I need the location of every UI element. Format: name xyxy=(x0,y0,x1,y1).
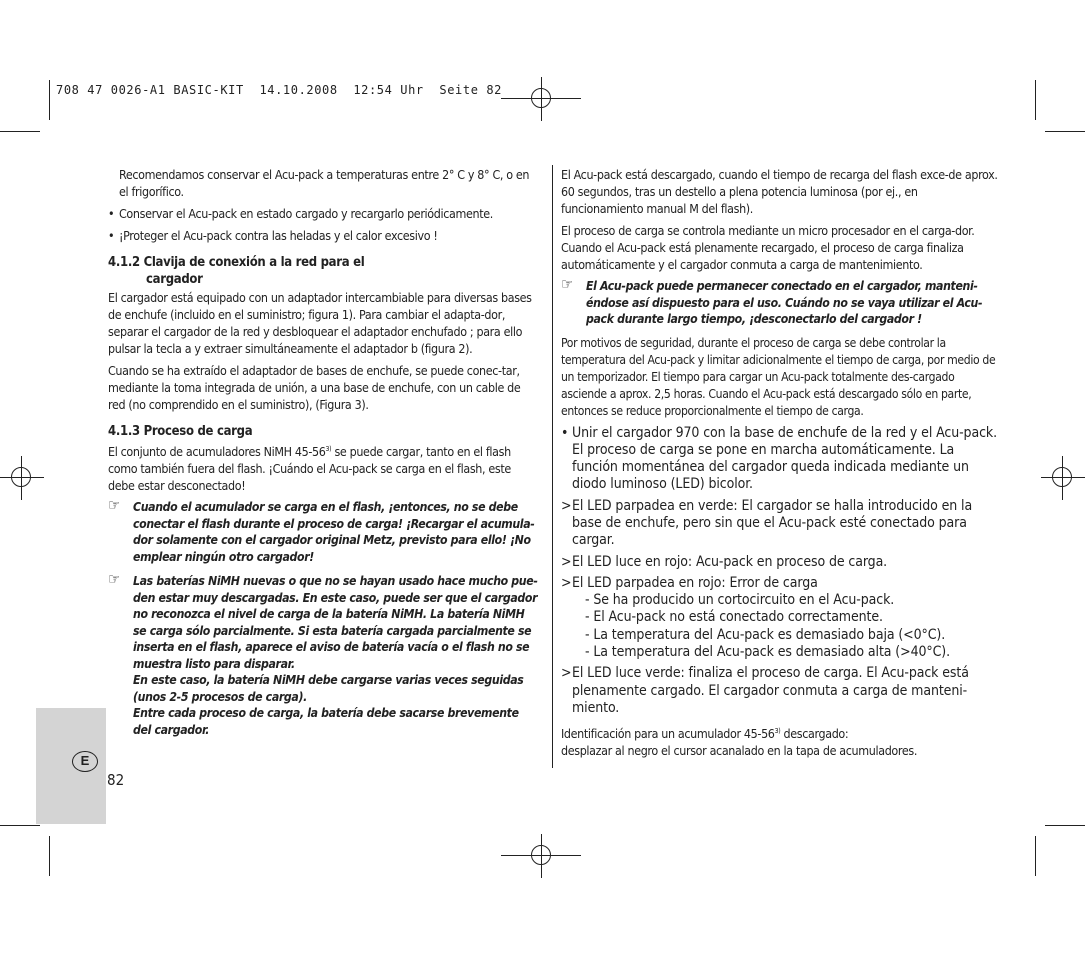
list-item xyxy=(561,575,1001,661)
right-column xyxy=(561,166,1001,759)
paragraph: Por motivos de seguridad, durante el proceso de carga se debe controlar la temperatura del Acu-pack y limitar adicionalmente el tiempo de carga, por medio de un temporizador. El tiempo para cargar un Acu-pack totalmente des-cargado asciende a aprox. 2,5 horas. Cuando el Acu-pack está descargado sólo en parte, entonces se reduce proporcionalmente el tiempo de carga. xyxy=(561,335,996,418)
arrow-icon: > xyxy=(561,665,572,682)
sub-list xyxy=(572,592,1001,661)
warning-note xyxy=(108,496,540,565)
paragraph xyxy=(561,723,1001,759)
pointing-hand-icon: ☞ xyxy=(108,496,120,514)
sub-list-item: - Se ha producido un cortocircuito en el Acu-pack. xyxy=(585,592,895,609)
registration-mark-right xyxy=(1041,456,1085,500)
list-item xyxy=(561,498,1001,550)
list-item xyxy=(108,205,540,222)
list-item-text: ¡Proteger el Acu-pack contra las heladas y el calor excesivo ! xyxy=(119,228,438,243)
section-heading-line: 4.1.2 Clavija de conexión a la red para el xyxy=(108,255,365,270)
pointing-hand-icon: ☞ xyxy=(108,570,120,588)
list-item-text: Unir el cargador 970 con la base de enchufe de la red y el Acu-pack. El proceso de carga se pone en marcha automáticamente. La función momentánea del cargador queda indicada mediante un diodo luminoso (LED) bicolor. xyxy=(572,424,997,493)
text-run: se puede cargar, tanto en el flash como también fuera del flash. ¡Cuándo el Acu-pack se carga en el flash, este debe estar desconectado! xyxy=(108,444,511,493)
paragraph xyxy=(108,441,540,494)
warning-note xyxy=(108,570,540,738)
paragraph: El Acu-pack está descargado, cuando el tiempo de recarga del flash exce-de aprox. 60 segundos, tras un destello a plena potencia luminosa (por ej., en funcionamiento manual M del flash). xyxy=(561,167,998,216)
list-item-text: El LED luce verde: finaliza el proceso de carga. El Acu-pack está plenamente cargado. El cargador conmuta a carga de manteni-miento. xyxy=(572,665,969,716)
registration-mark-bottom xyxy=(520,834,564,878)
list-item-text: El LED parpadea en verde: El cargador se halla introducido en la base de enchufe, pero sin que el Acu-pack esté conectado para cargar. xyxy=(572,497,973,549)
registration-mark-top xyxy=(520,77,564,121)
list-item xyxy=(561,425,1001,494)
footnote-ref: 3) xyxy=(774,727,781,736)
section-heading-4-1-3: 4.1.3 Proceso de carga xyxy=(108,424,253,439)
list-item xyxy=(108,227,540,244)
list-item xyxy=(561,554,1001,571)
text-run: descargado: xyxy=(780,726,849,742)
warning-text: Cuando el acumulador se carga en el flash, ¡entonces, no se debe conectar el flash durante el proceso de carga! ¡Recargar el acumula-dor solamente con el cargador original Metz, previsto para ello! ¡No emplear ningún otro cargador! xyxy=(133,500,535,564)
text-run: Identificación para un acumulador 45-56 xyxy=(561,726,775,742)
text-run: desplazar al negro el cursor acanalado en la tapa de acumuladores. xyxy=(561,743,918,759)
print-header: 708 47 0026-A1 BASIC-KIT 14.10.2008 12:54 Uhr Seite 82 xyxy=(56,83,503,97)
led-instructions xyxy=(561,425,1001,718)
list-item-text: El LED parpadea en rojo: Error de carga xyxy=(572,574,818,591)
paragraph: El proceso de carga se controla mediante un micro procesador en el carga-dor. Cuando el Acu-pack está plenamente recargado, el proceso de carga finaliza automáticamente y el cargador conmuta a carga de mantenimiento. xyxy=(561,223,975,272)
sub-list-item: - El Acu-pack no está conectado correctamente. xyxy=(585,609,883,626)
bullet-icon: • xyxy=(561,424,569,441)
bullet-icon: • xyxy=(108,228,115,243)
section-heading-4-1-2 xyxy=(108,254,540,288)
left-column xyxy=(108,166,540,746)
list-item xyxy=(561,665,1001,717)
sub-list-item: - La temperatura del Acu-pack es demasiado baja (<0°C). xyxy=(585,626,946,643)
column-divider xyxy=(552,165,553,768)
bullet-icon: • xyxy=(108,206,115,221)
intro-paragraph: Recomendamos conservar el Acu-pack a temperaturas entre 2° C y 8° C, o en el frigorífico. xyxy=(119,167,530,199)
warning-text: En este caso, la batería NiMH debe cargarse varias veces seguidas (unos 2-5 procesos de carga). xyxy=(133,673,524,704)
pointing-hand-icon: ☞ xyxy=(561,275,573,293)
warning-text: Entre cada proceso de carga, la batería debe sacarse brevemente del cargador. xyxy=(133,706,519,737)
page-number: 82 xyxy=(107,771,125,789)
arrow-icon: > xyxy=(561,553,572,570)
text-run: El conjunto de acumuladores NiMH 45-56 xyxy=(108,444,326,459)
warning-note xyxy=(561,275,1001,328)
registration-mark-left xyxy=(0,456,44,500)
arrow-icon: > xyxy=(561,574,572,591)
warning-text: El Acu-pack puede permanecer conectado en el cargador, manteni-éndose así dispuesto para el uso. Cuándo no se vaya utilizar el Acu-pack durante largo tiempo, ¡desconectarlo del cargador ! xyxy=(586,279,983,326)
language-badge: E xyxy=(72,751,98,772)
paragraph: Cuando se ha extraído el adaptador de bases de enchufe, se puede conec-tar, mediante la toma integrada de unión, a una base de enchufe, con un cable de red (no comprendido en el suministro), (Figura 3). xyxy=(108,363,521,412)
paragraph: El cargador está equipado con un adaptador intercambiable para diversas bases de enchufe (incluido en el suministro; figura 1). Para cambiar el adapta-dor, separar el cargador de la red y desbloquear el adaptador enchufado ; para ello pulsar la tecla a y extraer simultáneamente el adaptador b (figura 2). xyxy=(108,290,532,356)
arrow-icon: > xyxy=(561,497,572,514)
warning-text: Las baterías NiMH nuevas o que no se hayan usado hace mucho pue-den estar muy descargadas. En este caso, puede ser que el cargador no reconozca el nivel de carga de la batería NiMH. La batería NiMH se carga sólo parcialmente. Si esta batería cargada parcialmente se inserta en el flash, aparece el aviso de batería vacía o el flash no se muestra listo para disparar. xyxy=(133,574,538,671)
list-item-text: Conservar el Acu-pack en estado cargado y recargarlo periódicamente. xyxy=(119,206,493,221)
footnote-ref: 3) xyxy=(325,445,332,453)
sub-list-item: - La temperatura del Acu-pack es demasiado alta (>40°C). xyxy=(585,644,950,661)
list-item-text: El LED luce en rojo: Acu-pack en proceso de carga. xyxy=(572,553,888,570)
section-heading-line: cargador xyxy=(146,272,203,287)
